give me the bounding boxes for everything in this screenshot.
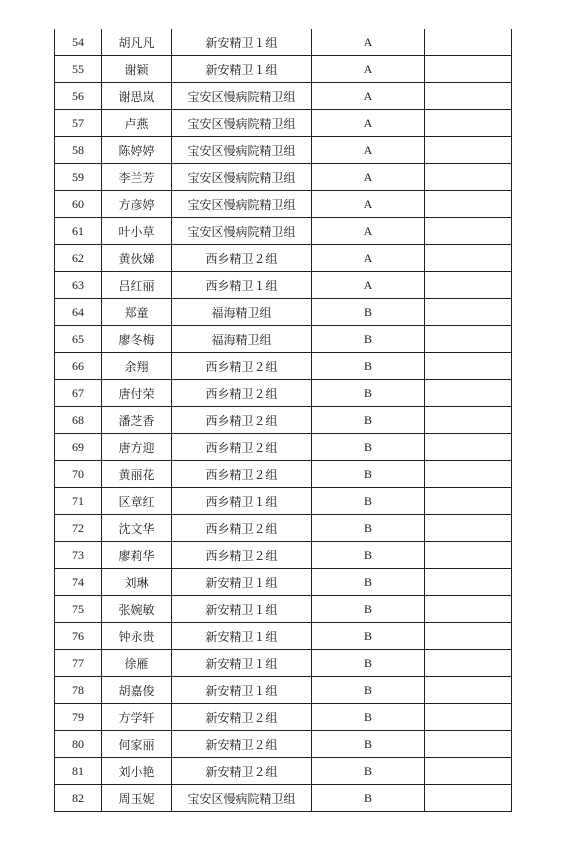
unit-cell: 宝安区慢病院精卫组	[172, 191, 312, 218]
grade-cell: B	[312, 461, 425, 488]
grade-cell: B	[312, 650, 425, 677]
unit-cell: 西乡精卫２组	[172, 542, 312, 569]
row-number-cell: 68	[55, 407, 102, 434]
name-cell: 刘琳	[102, 569, 172, 596]
grade-cell: A	[312, 137, 425, 164]
grade-cell: A	[312, 218, 425, 245]
table-row	[55, 29, 512, 56]
unit-cell: 宝安区慢病院精卫组	[172, 137, 312, 164]
name-cell: 陈婷婷	[102, 137, 172, 164]
grade-cell: B	[312, 434, 425, 461]
note-cell	[425, 245, 512, 272]
note-cell	[425, 326, 512, 353]
unit-cell: 西乡精卫２组	[172, 434, 312, 461]
grade-cell: B	[312, 380, 425, 407]
grade-cell: B	[312, 488, 425, 515]
row-number-cell: 70	[55, 461, 102, 488]
row-number-cell: 81	[55, 758, 102, 785]
note-cell	[425, 380, 512, 407]
row-number-cell: 72	[55, 515, 102, 542]
grade-cell: A	[312, 110, 425, 137]
note-cell	[425, 272, 512, 299]
grade-cell: B	[312, 299, 425, 326]
note-cell	[425, 83, 512, 110]
unit-cell: 新安精卫２组	[172, 704, 312, 731]
table-row	[55, 191, 512, 218]
row-number-cell: 58	[55, 137, 102, 164]
row-number-cell: 54	[55, 29, 102, 56]
unit-cell: 新安精卫１组	[172, 569, 312, 596]
table-row	[55, 623, 512, 650]
table-row	[55, 731, 512, 758]
grade-cell: B	[312, 353, 425, 380]
row-number-cell: 59	[55, 164, 102, 191]
table-row	[55, 407, 512, 434]
unit-cell: 西乡精卫２组	[172, 407, 312, 434]
unit-cell: 西乡精卫１组	[172, 272, 312, 299]
grade-cell: B	[312, 731, 425, 758]
table-row	[55, 758, 512, 785]
grade-cell: B	[312, 542, 425, 569]
unit-cell: 新安精卫２组	[172, 731, 312, 758]
name-cell: 胡凡凡	[102, 29, 172, 56]
row-number-cell: 74	[55, 569, 102, 596]
row-number-cell: 66	[55, 353, 102, 380]
row-number-cell: 63	[55, 272, 102, 299]
row-number-cell: 65	[55, 326, 102, 353]
note-cell	[425, 569, 512, 596]
grade-cell: B	[312, 623, 425, 650]
unit-cell: 新安精卫１组	[172, 677, 312, 704]
table-row	[55, 434, 512, 461]
table-row	[55, 245, 512, 272]
note-cell	[425, 704, 512, 731]
row-number-cell: 55	[55, 56, 102, 83]
name-cell: 区章红	[102, 488, 172, 515]
unit-cell: 西乡精卫２组	[172, 245, 312, 272]
row-number-cell: 82	[55, 785, 102, 812]
note-cell	[425, 218, 512, 245]
unit-cell: 宝安区慢病院精卫组	[172, 218, 312, 245]
table-row	[55, 326, 512, 353]
name-cell: 钟永贵	[102, 623, 172, 650]
unit-cell: 福海精卫组	[172, 326, 312, 353]
table-row	[55, 596, 512, 623]
table-row	[55, 380, 512, 407]
note-cell	[425, 137, 512, 164]
roster-table-body	[55, 29, 512, 812]
table-row	[55, 164, 512, 191]
name-cell: 刘小艳	[102, 758, 172, 785]
note-cell	[425, 623, 512, 650]
grade-cell: B	[312, 677, 425, 704]
name-cell: 张婉敏	[102, 596, 172, 623]
grade-cell: B	[312, 569, 425, 596]
unit-cell: 西乡精卫１组	[172, 488, 312, 515]
row-number-cell: 61	[55, 218, 102, 245]
table-row	[55, 299, 512, 326]
name-cell: 谢颖	[102, 56, 172, 83]
note-cell	[425, 461, 512, 488]
unit-cell: 新安精卫１组	[172, 56, 312, 83]
unit-cell: 福海精卫组	[172, 299, 312, 326]
table-row	[55, 56, 512, 83]
note-cell	[425, 650, 512, 677]
grade-cell: B	[312, 326, 425, 353]
name-cell: 潘芝香	[102, 407, 172, 434]
table-row	[55, 137, 512, 164]
note-cell	[425, 596, 512, 623]
table-row	[55, 677, 512, 704]
name-cell: 周玉妮	[102, 785, 172, 812]
note-cell	[425, 488, 512, 515]
unit-cell: 西乡精卫２组	[172, 515, 312, 542]
name-cell: 沈文华	[102, 515, 172, 542]
name-cell: 徐雁	[102, 650, 172, 677]
row-number-cell: 79	[55, 704, 102, 731]
note-cell	[425, 353, 512, 380]
table-row	[55, 110, 512, 137]
grade-cell: A	[312, 29, 425, 56]
grade-cell: B	[312, 704, 425, 731]
unit-cell: 西乡精卫２组	[172, 461, 312, 488]
row-number-cell: 62	[55, 245, 102, 272]
unit-cell: 新安精卫１组	[172, 623, 312, 650]
table-row	[55, 569, 512, 596]
row-number-cell: 75	[55, 596, 102, 623]
name-cell: 吕红丽	[102, 272, 172, 299]
name-cell: 李兰芳	[102, 164, 172, 191]
note-cell	[425, 29, 512, 56]
row-number-cell: 80	[55, 731, 102, 758]
note-cell	[425, 542, 512, 569]
table-row	[55, 650, 512, 677]
table-row	[55, 785, 512, 812]
name-cell: 胡嘉俊	[102, 677, 172, 704]
grade-cell: A	[312, 56, 425, 83]
note-cell	[425, 731, 512, 758]
grade-cell: B	[312, 758, 425, 785]
unit-cell: 宝安区慢病院精卫组	[172, 785, 312, 812]
grade-cell: A	[312, 83, 425, 110]
name-cell: 郑童	[102, 299, 172, 326]
unit-cell: 宝安区慢病院精卫组	[172, 110, 312, 137]
grade-cell: A	[312, 272, 425, 299]
name-cell: 方彦婷	[102, 191, 172, 218]
row-number-cell: 60	[55, 191, 102, 218]
name-cell: 廖莉华	[102, 542, 172, 569]
grade-cell: B	[312, 515, 425, 542]
unit-cell: 宝安区慢病院精卫组	[172, 83, 312, 110]
table-row	[55, 488, 512, 515]
table-row	[55, 461, 512, 488]
grade-cell: B	[312, 785, 425, 812]
note-cell	[425, 785, 512, 812]
unit-cell: 西乡精卫２组	[172, 353, 312, 380]
name-cell: 叶小草	[102, 218, 172, 245]
table-row	[55, 83, 512, 110]
note-cell	[425, 758, 512, 785]
name-cell: 卢燕	[102, 110, 172, 137]
table-row	[55, 704, 512, 731]
unit-cell: 西乡精卫２组	[172, 380, 312, 407]
grade-cell: B	[312, 596, 425, 623]
table-row	[55, 515, 512, 542]
roster-table	[54, 29, 512, 812]
note-cell	[425, 56, 512, 83]
name-cell: 唐付荣	[102, 380, 172, 407]
table-row	[55, 272, 512, 299]
name-cell: 方学轩	[102, 704, 172, 731]
row-number-cell: 71	[55, 488, 102, 515]
note-cell	[425, 299, 512, 326]
table-row	[55, 542, 512, 569]
name-cell: 黄丽花	[102, 461, 172, 488]
row-number-cell: 73	[55, 542, 102, 569]
name-cell: 黄伙娣	[102, 245, 172, 272]
name-cell: 唐方迎	[102, 434, 172, 461]
name-cell: 何家丽	[102, 731, 172, 758]
unit-cell: 宝安区慢病院精卫组	[172, 164, 312, 191]
note-cell	[425, 110, 512, 137]
unit-cell: 新安精卫１组	[172, 596, 312, 623]
name-cell: 余翔	[102, 353, 172, 380]
name-cell: 谢思岚	[102, 83, 172, 110]
unit-cell: 新安精卫１组	[172, 650, 312, 677]
row-number-cell: 77	[55, 650, 102, 677]
note-cell	[425, 191, 512, 218]
name-cell: 廖冬梅	[102, 326, 172, 353]
row-number-cell: 64	[55, 299, 102, 326]
row-number-cell: 67	[55, 380, 102, 407]
row-number-cell: 56	[55, 83, 102, 110]
grade-cell: B	[312, 407, 425, 434]
grade-cell: A	[312, 164, 425, 191]
note-cell	[425, 164, 512, 191]
table-row	[55, 353, 512, 380]
row-number-cell: 78	[55, 677, 102, 704]
grade-cell: A	[312, 245, 425, 272]
note-cell	[425, 677, 512, 704]
table-row	[55, 218, 512, 245]
note-cell	[425, 407, 512, 434]
row-number-cell: 69	[55, 434, 102, 461]
note-cell	[425, 515, 512, 542]
unit-cell: 新安精卫１组	[172, 29, 312, 56]
note-cell	[425, 434, 512, 461]
unit-cell: 新安精卫２组	[172, 758, 312, 785]
row-number-cell: 76	[55, 623, 102, 650]
row-number-cell: 57	[55, 110, 102, 137]
grade-cell: A	[312, 191, 425, 218]
